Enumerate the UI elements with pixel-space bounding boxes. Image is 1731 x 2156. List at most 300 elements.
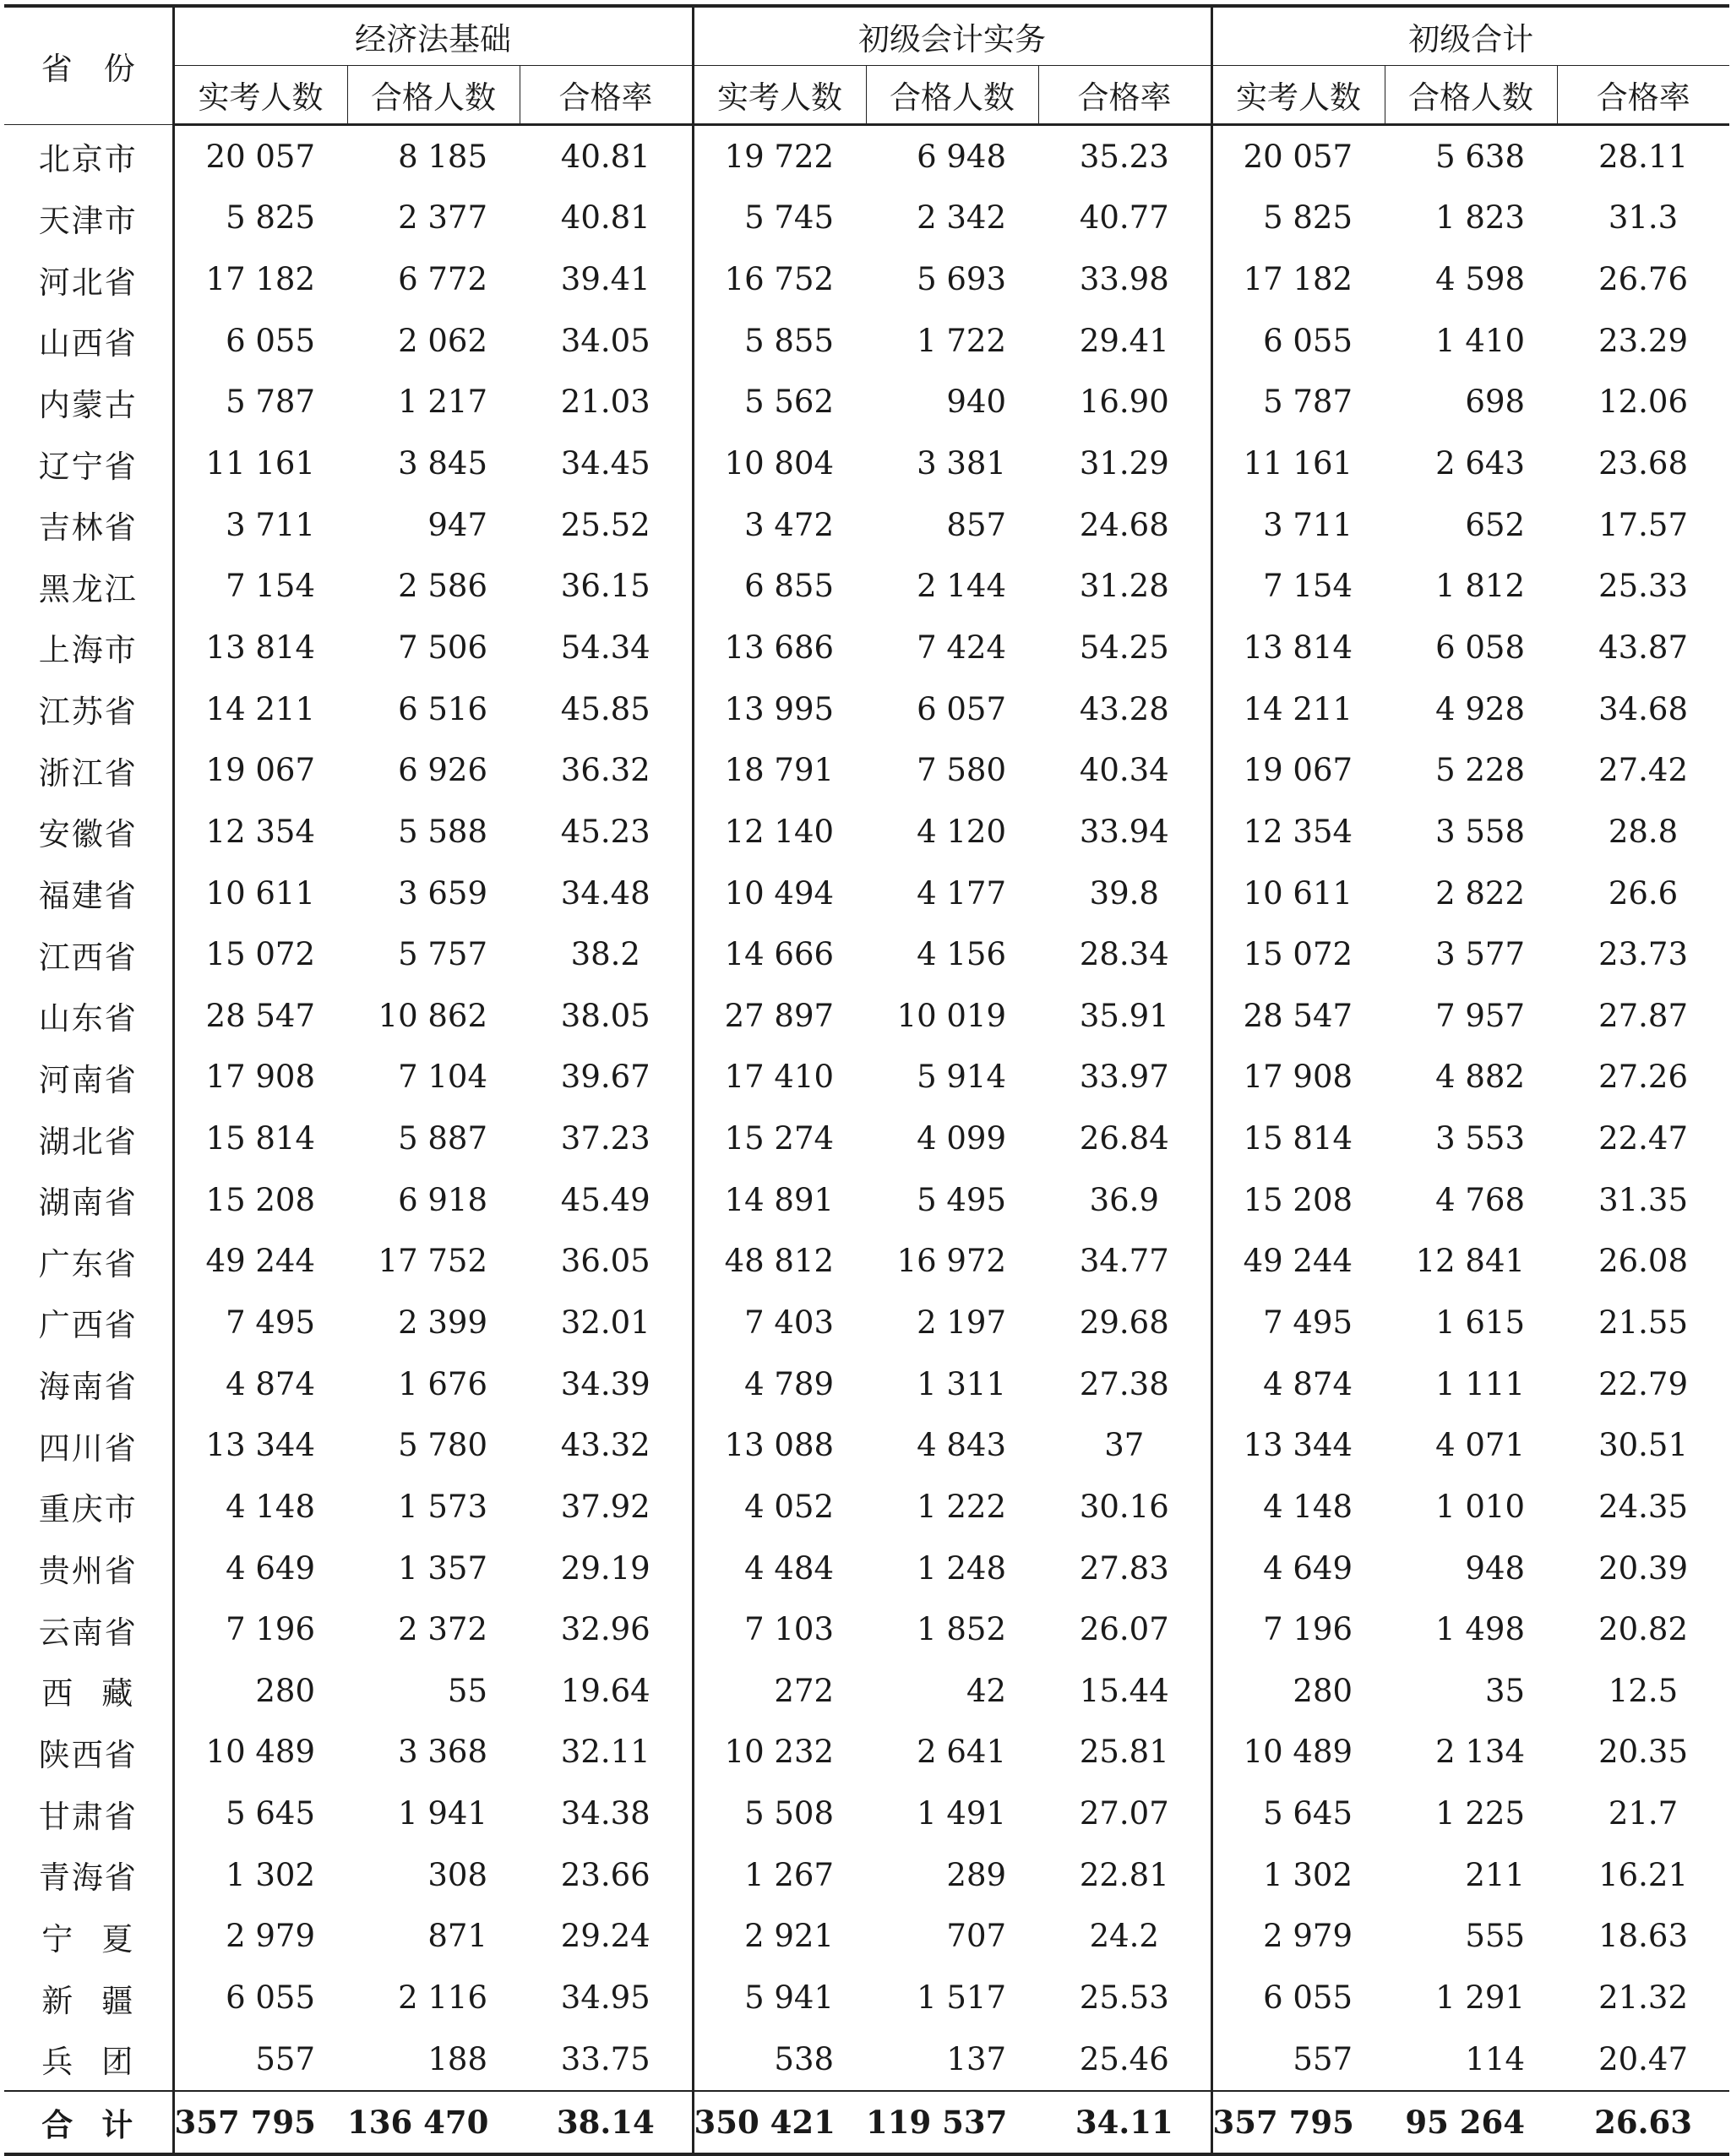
group-header-accounting-practice: 初级会计实务 xyxy=(693,6,1211,66)
examinees-cell: 6 055 xyxy=(173,310,347,372)
name-char: 计 xyxy=(101,2105,135,2143)
province-name: 广西省 xyxy=(4,1292,173,1353)
pass-rate-cell: 25.33 xyxy=(1598,568,1688,605)
pass-rate-cell: 32.96 xyxy=(560,1611,650,1648)
examinees-cell: 13 344 xyxy=(1211,1414,1385,1476)
examinees-cell: 5 825 xyxy=(1211,188,1385,249)
table-row xyxy=(4,1476,1729,1538)
table-row xyxy=(4,1783,1729,1844)
examinees-cell: 5 941 xyxy=(693,1967,866,2028)
table-row xyxy=(4,1967,1729,2028)
examinees-cell: 19 067 xyxy=(1211,739,1385,801)
pass-rate-cell: 20.35 xyxy=(1598,1734,1688,1771)
pass-rate-cell: 29.19 xyxy=(560,1549,650,1587)
passed-cell: 95 264 xyxy=(1385,2091,1557,2155)
examinees-cell: 10 489 xyxy=(1211,1722,1385,1783)
passed-cell: 698 xyxy=(1465,384,1526,421)
pass-rate-cell: 39.8 xyxy=(1089,874,1159,912)
table-row xyxy=(4,739,1729,801)
pass-rate-cell: 12.06 xyxy=(1598,384,1688,421)
pass-rate-cell: 34.68 xyxy=(1598,690,1688,727)
examinees-cell: 15 208 xyxy=(1211,1169,1385,1231)
examinees-cell: 557 xyxy=(173,2028,347,2091)
examinees-cell: 5 562 xyxy=(693,372,866,433)
pass-rate-cell: 15.44 xyxy=(1079,1672,1169,1709)
examinees-cell: 12 354 xyxy=(173,801,347,863)
province-name: 青海省 xyxy=(4,1844,173,1906)
table-row xyxy=(4,433,1729,494)
name-char: 团 xyxy=(101,2044,135,2081)
passed-cell: 3 845 xyxy=(398,445,487,482)
table-row xyxy=(4,1231,1729,1293)
passed-cell: 1 573 xyxy=(398,1488,487,1525)
pass-rate-cell: 20.82 xyxy=(1598,1611,1688,1648)
pass-rate-cell: 45.23 xyxy=(560,813,650,850)
examinees-cell: 2 921 xyxy=(693,1906,866,1968)
examinees-cell: 4 148 xyxy=(1211,1476,1385,1538)
passed-cell: 5 914 xyxy=(917,1059,1007,1096)
examinees-cell: 14 211 xyxy=(1211,678,1385,740)
passed-cell: 1 812 xyxy=(1435,568,1526,605)
passed-cell: 1 291 xyxy=(1435,1979,1526,2017)
examinees-cell: 5 855 xyxy=(693,310,866,372)
pass-rate-cell: 27.42 xyxy=(1598,752,1688,789)
examinees-cell: 280 xyxy=(173,1660,347,1722)
examinees-cell: 11 161 xyxy=(1211,433,1385,494)
examinees-cell: 49 244 xyxy=(1211,1231,1385,1293)
examinees-cell: 15 208 xyxy=(173,1169,347,1231)
pass-rate-cell: 23.29 xyxy=(1598,322,1688,359)
pass-rate-cell: 24.68 xyxy=(1079,506,1169,543)
pass-rate-cell: 37.92 xyxy=(560,1488,650,1525)
passed-cell: 10 019 xyxy=(896,997,1007,1034)
table-row xyxy=(4,985,1729,1047)
province-name: 甘肃省 xyxy=(4,1783,173,1844)
examinees-cell: 14 211 xyxy=(173,678,347,740)
examinees-cell: 12 140 xyxy=(693,801,866,863)
table-row xyxy=(4,2028,1729,2091)
examinees-cell: 10 611 xyxy=(1211,863,1385,924)
passed-cell: 136 470 xyxy=(347,2091,520,2155)
province-name xyxy=(4,1906,173,1968)
passed-cell: 4 177 xyxy=(917,874,1007,912)
pass-rate-cell: 23.73 xyxy=(1598,936,1688,973)
examinees-cell: 1 302 xyxy=(1211,1844,1385,1906)
examinees-cell: 10 489 xyxy=(173,1722,347,1783)
examinees-cell: 6 855 xyxy=(693,555,866,617)
province-name: 四川省 xyxy=(4,1414,173,1476)
pass-rate-cell: 29.41 xyxy=(1079,322,1169,359)
province-name xyxy=(4,2028,173,2091)
province-name: 山东省 xyxy=(4,985,173,1047)
spread-name xyxy=(41,2036,134,2082)
pass-rate-cell: 37.23 xyxy=(560,1120,650,1157)
pass-rate-cell: 16.90 xyxy=(1079,384,1169,421)
examinees-cell: 538 xyxy=(693,2028,866,2091)
pass-rate-cell: 25.53 xyxy=(1079,1979,1169,2017)
passed-cell: 1 357 xyxy=(398,1549,487,1587)
pass-rate-cell: 34.95 xyxy=(560,1979,650,2017)
pass-rate-cell: 12.5 xyxy=(1608,1672,1679,1709)
examinees-cell: 20 057 xyxy=(173,125,347,188)
table-row xyxy=(4,555,1729,617)
examinees-cell: 4 052 xyxy=(693,1476,866,1538)
passed-cell: 7 506 xyxy=(398,629,487,666)
passed-cell: 2 134 xyxy=(1435,1734,1526,1771)
examinees-cell: 4 874 xyxy=(1211,1353,1385,1415)
passed-cell: 1 111 xyxy=(1435,1365,1526,1402)
pass-rate-cell: 26.07 xyxy=(1079,1611,1169,1648)
province-name: 上海市 xyxy=(4,617,173,678)
table-row xyxy=(4,1538,1729,1599)
pass-rate-cell: 37 xyxy=(1104,1427,1145,1464)
examinees-cell: 357 795 xyxy=(1211,2091,1385,2155)
pass-rate-cell: 40.81 xyxy=(560,138,650,175)
pass-rate-cell: 26.08 xyxy=(1598,1243,1688,1280)
pass-rate-cell: 26.63 xyxy=(1557,2091,1729,2155)
passed-cell: 2 372 xyxy=(398,1611,487,1648)
examinees-cell: 49 244 xyxy=(173,1231,347,1293)
pass-rate-cell: 24.35 xyxy=(1598,1488,1688,1525)
passed-cell: 2 342 xyxy=(917,199,1007,237)
pass-rate-cell: 54.34 xyxy=(560,629,650,666)
passed-cell: 7 957 xyxy=(1435,997,1526,1034)
pass-rate-cell: 39.41 xyxy=(560,261,650,298)
passed-cell: 4 768 xyxy=(1435,1181,1526,1218)
pass-rate-cell: 34.48 xyxy=(560,874,650,912)
passed-cell: 2 197 xyxy=(917,1304,1007,1341)
pass-rate-cell: 19.64 xyxy=(560,1672,650,1709)
passed-cell: 1 823 xyxy=(1435,199,1526,237)
pass-rate-cell: 21.7 xyxy=(1608,1795,1679,1832)
province-name: 云南省 xyxy=(4,1598,173,1660)
pass-rate-cell: 26.84 xyxy=(1079,1120,1169,1157)
examinees-cell: 4 649 xyxy=(173,1538,347,1599)
pass-rate-cell: 27.38 xyxy=(1079,1365,1169,1402)
passed-cell: 5 495 xyxy=(917,1181,1007,1218)
examinees-cell: 10 232 xyxy=(693,1722,866,1783)
examinees-cell: 4 874 xyxy=(173,1353,347,1415)
passed-cell: 6 918 xyxy=(398,1181,487,1218)
pass-rate-cell: 40.34 xyxy=(1079,752,1169,789)
province-name: 辽宁省 xyxy=(4,433,173,494)
pass-rate-cell: 22.79 xyxy=(1598,1365,1688,1402)
pass-rate-cell: 18.63 xyxy=(1598,1918,1688,1955)
spread-name xyxy=(41,2099,134,2145)
pass-rate-cell: 36.32 xyxy=(560,752,650,789)
examinees-cell: 272 xyxy=(693,1660,866,1722)
pass-rate-cell: 25.81 xyxy=(1079,1734,1169,1771)
examinees-cell: 48 812 xyxy=(693,1231,866,1293)
table-row xyxy=(4,1598,1729,1660)
examinees-cell: 7 403 xyxy=(693,1292,866,1353)
pass-rate-cell: 45.49 xyxy=(560,1181,650,1218)
examinees-cell: 7 495 xyxy=(1211,1292,1385,1353)
pass-rate-cell: 25.46 xyxy=(1079,2040,1169,2077)
passed-cell: 2 399 xyxy=(398,1304,487,1341)
province-name: 福建省 xyxy=(4,863,173,924)
pass-rate-cell: 35.91 xyxy=(1079,997,1169,1034)
pass-rate-cell: 28.34 xyxy=(1079,936,1169,973)
examinees-cell: 13 344 xyxy=(173,1414,347,1476)
pass-rate-cell: 40.81 xyxy=(560,199,650,237)
province-name: 浙江省 xyxy=(4,739,173,801)
pass-rate-cell: 16.21 xyxy=(1598,1856,1688,1893)
examinees-cell: 7 196 xyxy=(1211,1598,1385,1660)
passed-cell: 5 588 xyxy=(398,813,487,850)
passed-cell: 7 424 xyxy=(917,629,1007,666)
passed-cell: 2 144 xyxy=(917,568,1007,605)
province-name: 河南省 xyxy=(4,1047,173,1108)
examinees-cell: 19 067 xyxy=(173,739,347,801)
pass-rate-cell: 54.25 xyxy=(1079,629,1169,666)
pass-rate-cell: 34.45 xyxy=(560,445,650,482)
pass-rate-cell: 21.32 xyxy=(1598,1979,1688,2017)
examinees-cell: 13 686 xyxy=(693,617,866,678)
passed-cell: 289 xyxy=(946,1856,1007,1893)
province-name xyxy=(4,1967,173,2028)
province-name xyxy=(4,2091,173,2155)
province-name: 吉林省 xyxy=(4,494,173,556)
passed-cell: 6 516 xyxy=(398,690,487,727)
passed-cell: 308 xyxy=(427,1856,487,1893)
name-char: 疆 xyxy=(101,1982,135,2019)
examinees-cell: 5 825 xyxy=(173,188,347,249)
examinees-cell: 10 611 xyxy=(173,863,347,924)
col-header-examinees: 实考人数 xyxy=(173,66,347,125)
pass-rate-cell: 40.77 xyxy=(1079,199,1169,237)
header-row-subcolumns xyxy=(4,66,1729,125)
table-row xyxy=(4,310,1729,372)
group-header-economic-law: 经济法基础 xyxy=(173,6,693,66)
table-row xyxy=(4,1047,1729,1108)
examinees-cell: 15 072 xyxy=(1211,923,1385,985)
province-name: 安徽省 xyxy=(4,801,173,863)
examinees-cell: 3 711 xyxy=(1211,494,1385,556)
table-row xyxy=(4,188,1729,249)
passed-cell: 5 887 xyxy=(398,1120,487,1157)
passed-cell: 4 071 xyxy=(1435,1427,1526,1464)
pass-rate-cell: 26.6 xyxy=(1608,874,1679,912)
pass-rate-cell: 22.81 xyxy=(1079,1856,1169,1893)
province-name: 天津市 xyxy=(4,188,173,249)
table-row xyxy=(4,923,1729,985)
pass-rate-cell: 43.28 xyxy=(1079,690,1169,727)
examinees-cell: 17 410 xyxy=(693,1047,866,1108)
total-row xyxy=(4,2091,1729,2155)
pass-rate-cell: 31.35 xyxy=(1598,1181,1688,1218)
passed-cell: 2 377 xyxy=(398,199,487,237)
pass-rate-cell: 29.24 xyxy=(560,1918,650,1955)
examinees-cell: 3 472 xyxy=(693,494,866,556)
examinees-cell: 13 995 xyxy=(693,678,866,740)
examinees-cell: 20 057 xyxy=(1211,125,1385,188)
group-header-junior-total: 初级合计 xyxy=(1211,6,1729,66)
passed-cell: 1 722 xyxy=(917,322,1007,359)
examinees-cell: 6 055 xyxy=(1211,1967,1385,2028)
examinees-cell: 13 088 xyxy=(693,1414,866,1476)
pass-rate-cell: 23.68 xyxy=(1598,445,1688,482)
header-row-groups xyxy=(4,6,1729,66)
pass-rate-cell: 34.38 xyxy=(560,1795,650,1832)
table-row xyxy=(4,125,1729,188)
examinees-cell: 1 267 xyxy=(693,1844,866,1906)
pass-rate-cell: 31.28 xyxy=(1079,568,1169,605)
province-header: 省 份 xyxy=(4,6,173,125)
province-name: 江苏省 xyxy=(4,678,173,740)
passed-cell: 2 822 xyxy=(1435,874,1526,912)
examinees-cell: 6 055 xyxy=(1211,310,1385,372)
passed-cell: 1 225 xyxy=(1435,1795,1526,1832)
passed-cell: 1 852 xyxy=(917,1611,1007,1648)
passed-cell: 871 xyxy=(427,1918,487,1955)
examinees-cell: 15 274 xyxy=(693,1108,866,1169)
name-char: 藏 xyxy=(101,1675,135,1712)
passed-cell: 3 368 xyxy=(398,1734,487,1771)
col-header-examinees: 实考人数 xyxy=(693,66,866,125)
table-row xyxy=(4,1108,1729,1169)
passed-cell: 188 xyxy=(427,2040,487,2077)
passed-cell: 6 926 xyxy=(398,752,487,789)
pass-rate-cell: 33.94 xyxy=(1079,813,1169,850)
passed-cell: 7 104 xyxy=(398,1059,487,1096)
spread-name xyxy=(41,1668,134,1713)
examinees-cell: 10 494 xyxy=(693,863,866,924)
examinees-cell: 7 154 xyxy=(173,555,347,617)
examinees-cell: 2 979 xyxy=(173,1906,347,1968)
passed-cell: 5 757 xyxy=(398,936,487,973)
pass-rate-cell: 38.2 xyxy=(570,936,640,973)
province-name: 湖南省 xyxy=(4,1169,173,1231)
pass-rate-cell: 34.39 xyxy=(560,1365,650,1402)
passed-cell: 119 537 xyxy=(866,2091,1038,2155)
passed-cell: 1 410 xyxy=(1435,322,1526,359)
province-name: 山西省 xyxy=(4,310,173,372)
province-name: 北京市 xyxy=(4,125,173,188)
passed-cell: 5 780 xyxy=(398,1427,487,1464)
table-row xyxy=(4,801,1729,863)
table-row xyxy=(4,1844,1729,1906)
pass-rate-cell: 34.77 xyxy=(1079,1243,1169,1280)
passed-cell: 35 xyxy=(1484,1672,1526,1709)
passed-cell: 137 xyxy=(946,2040,1007,2077)
passed-cell: 1 615 xyxy=(1435,1304,1526,1341)
examinees-cell: 18 791 xyxy=(693,739,866,801)
examinees-cell: 350 421 xyxy=(693,2091,866,2155)
passed-cell: 6 772 xyxy=(398,261,487,298)
passed-cell: 2 116 xyxy=(398,1979,487,2017)
examinees-cell: 5 508 xyxy=(693,1783,866,1844)
examinees-cell: 10 804 xyxy=(693,433,866,494)
examinees-cell: 15 814 xyxy=(1211,1108,1385,1169)
passed-cell: 1 517 xyxy=(917,1979,1007,2017)
table-row xyxy=(4,1906,1729,1968)
spread-name xyxy=(41,1914,134,1959)
province-name: 陕西省 xyxy=(4,1722,173,1783)
province-name: 黑龙江 xyxy=(4,555,173,617)
table-row xyxy=(4,1353,1729,1415)
examinees-cell: 7 196 xyxy=(173,1598,347,1660)
province-name: 湖北省 xyxy=(4,1108,173,1169)
passed-cell: 652 xyxy=(1465,506,1526,543)
pass-rate-cell: 28.11 xyxy=(1598,138,1688,175)
passed-cell: 555 xyxy=(1465,1918,1526,1955)
pass-rate-cell: 45.85 xyxy=(560,690,650,727)
table-row xyxy=(4,1722,1729,1783)
pass-rate-cell: 38.05 xyxy=(560,997,650,1034)
pass-rate-cell: 21.03 xyxy=(560,384,650,421)
name-char: 宁 xyxy=(41,1920,75,1957)
name-char: 西 xyxy=(41,1675,75,1712)
examinees-cell: 5 787 xyxy=(1211,372,1385,433)
province-name xyxy=(4,1660,173,1722)
col-header-passed: 合格人数 xyxy=(866,66,1038,125)
pass-rate-cell: 20.47 xyxy=(1598,2040,1688,2077)
passed-cell: 947 xyxy=(427,506,487,543)
passed-cell: 2 641 xyxy=(917,1734,1007,1771)
examinees-cell: 357 795 xyxy=(173,2091,347,2155)
passed-cell: 4 598 xyxy=(1435,261,1526,298)
passed-cell: 3 659 xyxy=(398,874,487,912)
table-row xyxy=(4,494,1729,556)
passed-cell: 10 862 xyxy=(378,997,487,1034)
examinees-cell: 14 666 xyxy=(693,923,866,985)
examinees-cell: 4 148 xyxy=(173,1476,347,1538)
pass-rate-cell: 36.05 xyxy=(560,1243,650,1280)
passed-cell: 17 752 xyxy=(378,1243,487,1280)
pass-rate-cell: 20.39 xyxy=(1598,1549,1688,1587)
pass-rate-cell: 27.87 xyxy=(1598,997,1688,1034)
passed-cell: 5 693 xyxy=(917,261,1007,298)
examinees-cell: 557 xyxy=(1211,2028,1385,2091)
examinees-cell: 13 814 xyxy=(1211,617,1385,678)
table-row xyxy=(4,1169,1729,1231)
examinees-cell: 28 547 xyxy=(1211,985,1385,1047)
passed-cell: 1 941 xyxy=(398,1795,487,1832)
pass-rate-cell: 21.55 xyxy=(1598,1304,1688,1341)
table-row xyxy=(4,372,1729,433)
col-header-examinees: 实考人数 xyxy=(1211,66,1385,125)
province-name: 重庆市 xyxy=(4,1476,173,1538)
col-header-pass-rate: 合格率 xyxy=(1038,66,1211,125)
pass-rate-cell: 30.51 xyxy=(1598,1427,1688,1464)
passed-cell: 2 586 xyxy=(398,568,487,605)
pass-rate-cell: 43.32 xyxy=(560,1427,650,1464)
passed-cell: 12 841 xyxy=(1415,1243,1526,1280)
passed-cell: 5 228 xyxy=(1435,752,1526,789)
name-char: 兵 xyxy=(41,2044,75,2081)
pass-rate-cell: 33.97 xyxy=(1079,1059,1169,1096)
examinees-cell: 14 891 xyxy=(693,1169,866,1231)
table-row xyxy=(4,248,1729,310)
passed-cell: 5 638 xyxy=(1435,138,1526,175)
name-char: 夏 xyxy=(101,1920,135,1957)
passed-cell: 4 099 xyxy=(917,1120,1007,1157)
passed-cell: 4 843 xyxy=(917,1427,1007,1464)
passed-cell: 55 xyxy=(447,1672,487,1709)
pass-rate-cell: 43.87 xyxy=(1598,629,1688,666)
pass-rate-cell: 33.98 xyxy=(1079,261,1169,298)
pass-rate-cell: 32.01 xyxy=(560,1304,650,1341)
examinees-cell: 15 072 xyxy=(173,923,347,985)
passed-cell: 211 xyxy=(1465,1856,1526,1893)
examinees-cell: 16 752 xyxy=(693,248,866,310)
passed-cell: 1 676 xyxy=(398,1365,487,1402)
pass-rate-cell: 26.76 xyxy=(1598,261,1688,298)
passed-cell: 948 xyxy=(1465,1549,1526,1587)
pass-rate-cell: 33.75 xyxy=(560,2040,650,2077)
pass-rate-cell: 31.3 xyxy=(1608,199,1679,237)
